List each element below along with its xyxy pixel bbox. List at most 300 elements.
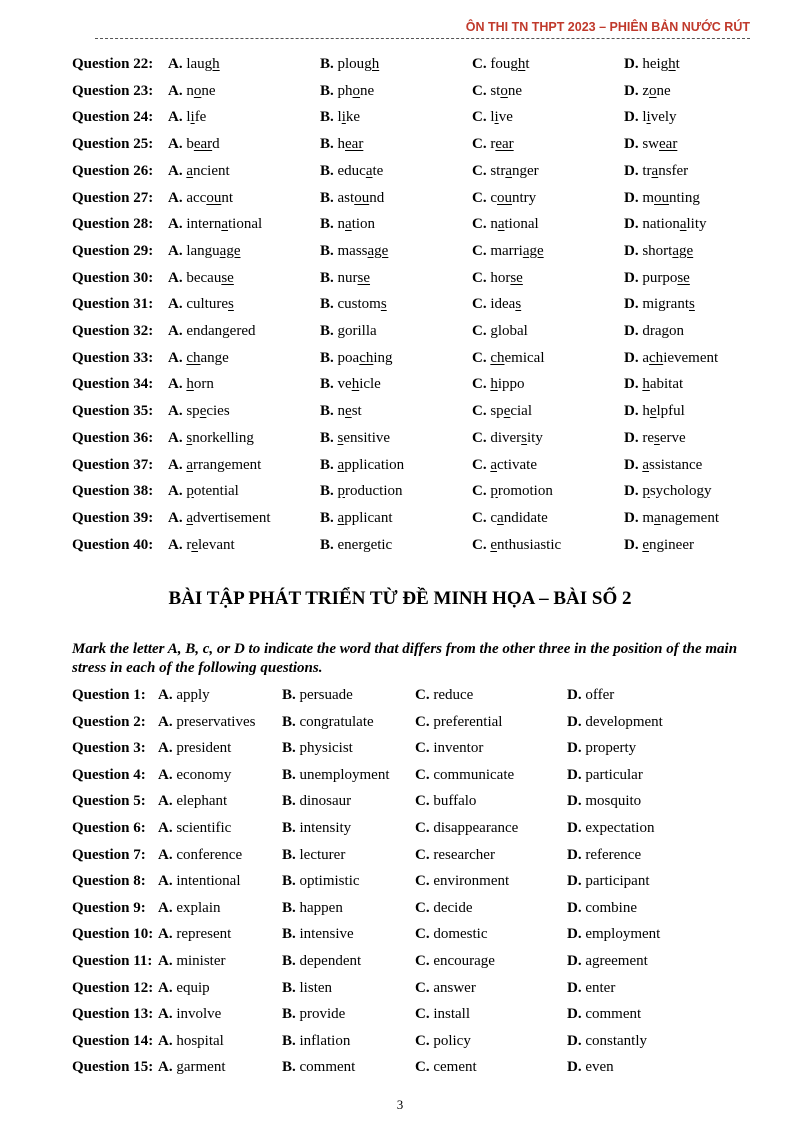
option-letter: D.	[624, 216, 639, 233]
option-letter: C.	[415, 846, 430, 863]
underlined-part: h	[186, 376, 194, 393]
option-d: D. management	[624, 509, 719, 526]
option-letter: D.	[624, 509, 639, 526]
option-a: A. because	[168, 269, 234, 286]
option-letter: B.	[320, 109, 334, 126]
option-c: C. reduce	[415, 687, 474, 703]
option-d: D. property	[567, 740, 637, 757]
underlined-part: o	[193, 82, 202, 99]
underlined-part: g	[661, 323, 669, 339]
option-a: A. language	[168, 242, 241, 259]
option-letter: C.	[472, 216, 487, 233]
option-letter: B.	[320, 296, 334, 313]
underlined-part: age	[219, 242, 241, 259]
question-number: Question 36:	[72, 429, 154, 446]
option-letter: B.	[282, 740, 296, 757]
option-letter: A.	[158, 1006, 173, 1023]
option-c: C. special	[472, 403, 533, 420]
option-b: B. persuade	[282, 687, 353, 703]
option-c: C. policy	[415, 1032, 471, 1049]
option-letter: A.	[158, 713, 173, 730]
option-letter: C.	[472, 376, 487, 393]
underlined-part: s	[380, 296, 387, 313]
option-d: D. comment	[567, 1006, 642, 1023]
option-b: B. poaching	[320, 349, 393, 366]
option-a: A. preservatives	[158, 713, 256, 730]
option-a: A. ancient	[168, 162, 230, 179]
option-letter: A.	[168, 296, 183, 313]
option-d: D. particular	[567, 766, 643, 783]
option-c: C. environment	[415, 873, 510, 890]
option-letter: B.	[320, 376, 334, 393]
option-letter: A.	[158, 1059, 173, 1076]
option-d: D. combine	[567, 899, 637, 916]
option-c: C. promotion	[472, 483, 553, 500]
option-d: D. nationality	[624, 216, 707, 233]
question-number: Question 5:	[72, 793, 146, 810]
option-letter: B.	[320, 403, 334, 420]
underlined-part: s	[515, 296, 522, 313]
option-d: D. zone	[624, 82, 671, 99]
underlined-part: age	[672, 242, 694, 259]
option-d: D. lively	[624, 109, 677, 126]
underlined-part: g	[222, 323, 230, 339]
option-b: B. nation	[320, 216, 376, 233]
underlined-part: e	[490, 536, 498, 553]
option-letter: D.	[624, 429, 639, 446]
option-letter: D.	[567, 979, 582, 996]
underlined-part: gh	[660, 56, 676, 72]
option-b: B. intensive	[282, 926, 354, 943]
option-d: D. assistance	[624, 456, 703, 473]
option-c: C. install	[415, 1006, 471, 1023]
option-c: C. country	[472, 189, 537, 206]
underlined-part: ou	[206, 189, 222, 206]
option-letter: C.	[472, 82, 487, 99]
option-letter: C.	[415, 926, 430, 943]
option-letter: B.	[282, 1006, 296, 1023]
underlined-part: ear	[193, 136, 213, 153]
option-letter: C.	[472, 403, 487, 420]
option-a: A. life	[168, 109, 207, 126]
option-letter: C.	[415, 953, 430, 969]
option-letter: C.	[472, 56, 487, 72]
option-d: D. shortage	[624, 242, 694, 259]
option-c: C. cement	[415, 1059, 477, 1076]
question-number: Question 40:	[72, 536, 154, 553]
option-letter: A.	[168, 429, 183, 446]
option-b: B. physicist	[282, 740, 353, 757]
option-c: C. answer	[415, 979, 476, 996]
option-letter: D.	[567, 1006, 582, 1023]
question-number: Question 25:	[72, 136, 154, 153]
option-d: D. employment	[567, 926, 661, 943]
option-a: A. horn	[168, 376, 214, 393]
option-c: C. inventor	[415, 740, 484, 757]
option-letter: D.	[567, 846, 582, 863]
underlined-part: age	[522, 242, 544, 259]
option-b: B. listen	[282, 979, 333, 996]
option-letter: B.	[320, 269, 334, 286]
option-a: A. account	[168, 189, 233, 206]
option-letter: D.	[624, 376, 639, 393]
option-letter: B.	[320, 536, 334, 553]
option-d: D. helpful	[624, 403, 685, 420]
option-letter: C.	[472, 429, 487, 446]
underlined-part: ch	[649, 349, 664, 366]
option-a: A. minister	[158, 953, 226, 969]
option-letter: B.	[282, 926, 296, 943]
option-d: D. height	[624, 56, 680, 72]
option-c: C. horse	[472, 269, 523, 286]
question-number: Question 13:	[72, 1006, 154, 1023]
option-letter: D.	[624, 82, 639, 99]
underlined-part: gh	[510, 56, 526, 72]
option-b: B. inflation	[282, 1032, 351, 1049]
underlined-part: a	[337, 509, 345, 526]
option-letter: A.	[168, 376, 183, 393]
option-b: B. gorilla	[320, 323, 377, 339]
option-letter: A.	[158, 820, 173, 836]
option-b: B. applicant	[320, 509, 393, 526]
option-d: D. reference	[567, 846, 642, 863]
section-instruction: Mark the letter A, B, c, or D to indicate the word that differs from the other three in the position of the main stress in each of the following questions.	[72, 641, 738, 676]
question-number: Question 9:	[72, 899, 146, 916]
option-d: D. dragon	[624, 323, 684, 339]
option-d: D. offer	[567, 687, 615, 703]
header-divider	[95, 38, 750, 39]
underlined-part: s	[689, 296, 695, 313]
option-letter: B.	[282, 766, 296, 783]
option-letter: D.	[567, 740, 582, 757]
option-d: D. agreement	[567, 953, 648, 969]
option-a: A. president	[158, 740, 232, 757]
underlined-part: g	[337, 323, 346, 339]
question-number: Question 4:	[72, 766, 146, 783]
question-number: Question 27:	[72, 189, 154, 206]
option-letter: C.	[415, 1032, 430, 1049]
option-letter: C.	[472, 349, 487, 366]
option-b: B. sensitive	[320, 429, 391, 446]
underlined-part: h	[351, 376, 360, 393]
question-number: Question 12:	[72, 979, 154, 996]
option-letter: A.	[158, 740, 173, 757]
option-letter: B.	[282, 793, 296, 810]
underlined-part: p	[337, 483, 346, 500]
underlined-part: i	[646, 109, 651, 126]
option-letter: C.	[472, 189, 487, 206]
question-number: Question 28:	[72, 216, 154, 233]
option-b: B. like	[320, 109, 361, 126]
option-d: D. swear	[624, 136, 678, 153]
option-letter: C.	[472, 136, 487, 153]
question-number: Question 14:	[72, 1032, 154, 1049]
option-c: C. preferential	[415, 713, 503, 730]
option-b: B. happen	[282, 899, 343, 916]
option-d: D. mosquito	[567, 793, 642, 810]
option-letter: D.	[567, 687, 582, 703]
option-a: A. equip	[158, 979, 210, 996]
question-number: Question 26:	[72, 162, 154, 179]
underlined-part: h	[642, 376, 650, 393]
option-letter: A.	[158, 953, 173, 969]
option-a: A. change	[168, 349, 229, 366]
underlined-part: g	[490, 323, 498, 339]
underlined-part: s	[228, 296, 234, 313]
option-a: A. hospital	[158, 1032, 224, 1049]
option-c: C. live	[472, 109, 513, 126]
option-letter: D.	[567, 1059, 582, 1076]
underlined-part: ch	[359, 349, 374, 366]
underlined-part: a	[186, 509, 194, 526]
option-d: D. psychology	[624, 483, 712, 500]
option-b: B. hear	[320, 136, 364, 153]
underlined-part: ou	[654, 189, 670, 206]
option-a: A. conference	[158, 846, 243, 863]
underlined-part: e	[649, 403, 657, 420]
question-number: Question 34:	[72, 376, 154, 393]
option-d: D. constantly	[567, 1032, 647, 1049]
underlined-part: a	[365, 162, 373, 179]
option-letter: D.	[624, 349, 639, 366]
underlined-part: e	[199, 403, 207, 420]
underlined-part: se	[510, 269, 523, 286]
option-c: C. chemical	[472, 349, 545, 366]
option-letter: D.	[624, 189, 639, 206]
option-letter: B.	[320, 162, 334, 179]
option-letter: A.	[158, 793, 173, 810]
option-b: B. educate	[320, 162, 384, 179]
option-d: D. reserve	[624, 429, 686, 446]
question-number: Question 22:	[72, 56, 154, 72]
option-c: C. activate	[472, 456, 537, 473]
option-b: B. phone	[320, 82, 375, 99]
option-letter: C.	[415, 979, 430, 996]
option-d: D. achievement	[624, 349, 719, 366]
option-letter: D.	[624, 323, 639, 339]
option-d: D. even	[567, 1059, 614, 1076]
option-letter: D.	[624, 162, 639, 179]
option-letter: D.	[624, 269, 639, 286]
question-number: Question 7:	[72, 846, 146, 863]
underlined-part: ou	[497, 189, 513, 206]
underlined-part: i	[341, 109, 346, 126]
option-a: A. arrangement	[168, 456, 262, 473]
option-d: D. participant	[567, 873, 650, 890]
option-letter: A.	[168, 536, 183, 553]
underlined-part: ch	[490, 349, 505, 366]
option-d: D. engineer	[624, 536, 694, 553]
underlined-part: s	[521, 429, 528, 446]
option-a: A. international	[168, 216, 263, 233]
option-letter: C.	[415, 899, 430, 916]
option-a: A. garment	[158, 1059, 226, 1076]
option-letter: D.	[624, 483, 639, 500]
underlined-part: e	[642, 536, 650, 553]
option-letter: B.	[320, 216, 334, 233]
option-a: A. scientific	[158, 820, 232, 836]
option-c: C. communicate	[415, 766, 515, 783]
option-letter: C.	[415, 1006, 430, 1023]
option-letter: B.	[282, 979, 296, 996]
option-letter: C.	[472, 456, 487, 473]
option-letter: A.	[168, 323, 183, 339]
option-b: B. energetic	[320, 536, 393, 553]
underlined-part: a	[497, 216, 505, 233]
option-a: A. relevant	[168, 536, 235, 553]
option-letter: A.	[158, 687, 173, 703]
option-d: D. development	[567, 713, 663, 730]
option-letter: A.	[158, 1032, 173, 1049]
option-letter: C.	[472, 483, 487, 500]
question-number: Question 38:	[72, 483, 154, 500]
option-letter: A.	[168, 403, 183, 420]
option-a: A. involve	[158, 1006, 222, 1023]
option-b: B. plough	[320, 56, 380, 72]
option-a: A. none	[168, 82, 216, 99]
option-letter: B.	[320, 242, 334, 259]
option-letter: A.	[168, 456, 183, 473]
option-letter: C.	[472, 242, 487, 259]
option-d: D. migrants	[624, 296, 695, 313]
option-letter: D.	[567, 899, 582, 916]
option-b: B. application	[320, 456, 405, 473]
option-a: A. represent	[158, 926, 232, 943]
underlined-part: gh	[364, 56, 380, 72]
option-letter: C.	[415, 740, 430, 757]
option-b: B. unemployment	[282, 766, 390, 783]
question-number: Question 24:	[72, 109, 154, 126]
option-letter: D.	[567, 953, 582, 969]
option-a: A. advertisement	[168, 509, 271, 526]
option-letter: C.	[472, 269, 487, 286]
option-letter: B.	[282, 1059, 296, 1076]
option-b: B. massage	[320, 242, 389, 259]
option-b: B. provide	[282, 1006, 346, 1023]
option-letter: B.	[282, 953, 296, 969]
question-number: Question 30:	[72, 269, 154, 286]
option-c: C. decide	[415, 899, 473, 916]
option-letter: A.	[168, 162, 183, 179]
section-title: BÀI TẬP PHÁT TRIỂN TỪ ĐỀ MINH HỌA – BÀI SỐ 2	[168, 588, 632, 609]
option-a: A. snorkelling	[168, 429, 254, 446]
option-b: B. optimistic	[282, 873, 360, 890]
option-letter: D.	[624, 536, 639, 553]
option-c: C. encourage	[415, 953, 495, 969]
option-c: C. national	[472, 216, 539, 233]
option-letter: B.	[282, 687, 296, 703]
option-letter: D.	[567, 713, 582, 730]
underlined-part: age	[367, 242, 389, 259]
option-b: B. production	[320, 483, 403, 500]
option-letter: B.	[320, 429, 334, 446]
option-c: C. diversity	[472, 429, 543, 446]
underlined-part: o	[500, 82, 508, 99]
option-letter: B.	[282, 713, 296, 730]
option-c: C. domestic	[415, 926, 488, 943]
option-a: A. apply	[158, 687, 210, 703]
question-number: Question 33:	[72, 349, 154, 366]
option-letter: B.	[320, 509, 334, 526]
option-a: A. intentional	[158, 873, 241, 890]
option-a: A. cultures	[168, 296, 234, 313]
option-letter: A.	[158, 926, 173, 943]
underlined-part: s	[654, 429, 660, 446]
option-letter: A.	[168, 82, 183, 99]
underlined-part: e	[191, 536, 199, 553]
option-letter: A.	[168, 56, 183, 72]
option-a: A. economy	[158, 766, 232, 783]
underlined-part: ou	[354, 189, 370, 206]
underlined-part: a	[497, 509, 504, 526]
option-letter: C.	[415, 766, 430, 783]
underlined-part: g	[363, 536, 371, 553]
underlined-part: e	[503, 403, 511, 420]
underlined-part: a	[345, 216, 352, 233]
option-letter: A.	[168, 109, 183, 126]
option-letter: B.	[320, 136, 334, 153]
underlined-part: a	[505, 162, 513, 179]
option-c: C. stone	[472, 82, 523, 99]
option-letter: D.	[624, 456, 639, 473]
option-d: D. purpose	[624, 269, 690, 286]
option-letter: C.	[472, 323, 487, 339]
option-c: C. stranger	[472, 162, 539, 179]
option-a: A. explain	[158, 899, 221, 916]
option-c: C. hippo	[472, 376, 525, 393]
underlined-part: a	[221, 216, 229, 233]
question-number: Question 1:	[72, 687, 146, 703]
option-letter: D.	[567, 873, 582, 890]
underlined-part: se	[221, 269, 234, 286]
underlined-part: gh	[204, 56, 220, 72]
option-letter: D.	[567, 926, 582, 943]
option-letter: D.	[624, 136, 639, 153]
option-letter: C.	[415, 793, 430, 810]
underlined-part: a	[490, 456, 498, 473]
option-letter: D.	[624, 56, 639, 72]
option-c: C. researcher	[415, 846, 495, 863]
question-number: Question 32:	[72, 323, 154, 339]
question-number: Question 23:	[72, 82, 154, 99]
option-c: C. fought	[472, 56, 530, 72]
underlined-part: se	[357, 269, 371, 286]
option-c: C. marriage	[472, 242, 544, 259]
option-letter: D.	[624, 242, 639, 259]
option-letter: C.	[472, 509, 487, 526]
option-letter: B.	[320, 456, 334, 473]
option-c: C. buffalo	[415, 793, 477, 810]
question-number: Question 2:	[72, 713, 146, 730]
underlined-part: h	[490, 376, 498, 393]
underlined-part: a	[651, 162, 659, 179]
underlined-part: i	[494, 109, 499, 126]
underlined-part: p	[642, 483, 650, 500]
page-number: 3	[396, 1097, 404, 1112]
option-c: C. ideas	[472, 296, 522, 313]
underlined-part: ch	[186, 349, 201, 366]
option-letter: B.	[320, 349, 334, 366]
option-letter: D.	[567, 793, 582, 810]
option-b: B. customs	[320, 296, 387, 313]
option-letter: D.	[624, 296, 639, 313]
option-a: A. species	[168, 403, 230, 420]
option-letter: C.	[472, 296, 487, 313]
option-letter: C.	[472, 109, 487, 126]
option-letter: A.	[168, 349, 183, 366]
question-number: Question 37:	[72, 456, 154, 473]
option-letter: B.	[282, 820, 296, 836]
